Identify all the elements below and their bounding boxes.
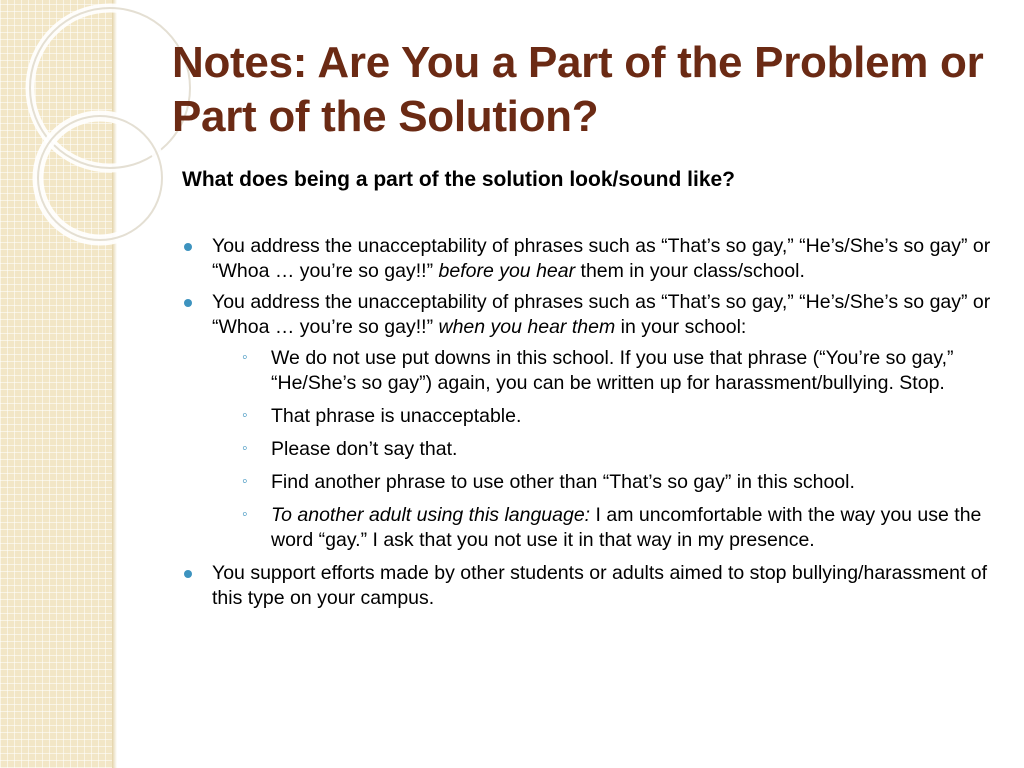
bullet-item-when-you-hear (184, 290, 1004, 553)
bullet-text: them in your class/school. (575, 260, 805, 282)
slide-subtitle: What does being a part of the solution look/sound like? (182, 168, 736, 191)
bullet-list (184, 234, 1004, 617)
sub-bullet-list (212, 346, 1004, 553)
slide-title: Notes: Are You a Part of the Problem or Part of the Solution? (172, 38, 984, 141)
bullet-text: You address the unacceptability of phrases such as “That’s so gay,” “He’s/She’s so gay” or “Whoa … you’re so gay!!” (212, 235, 991, 282)
bullet-text: You address the unacceptability of phrases such as “That’s so gay,” “He’s/She’s so gay” or “Whoa … you’re so gay!!” (212, 291, 991, 338)
sub-bullet-item: ◦ We do not use put downs in this school. If you use that phrase (“You’re so gay,” “He/She’s so gay”) again, you can be written up for harassment/bullying. Stop. (212, 346, 1004, 396)
sub-bullet-item: ◦ Find another phrase to use other than “That’s so gay” in this school. (212, 470, 1004, 495)
decorative-circles (0, 0, 200, 300)
sub-bullet-item: ◦ That phrase is unacceptable. (212, 404, 1004, 429)
bullet-emphasis: when you hear them (438, 316, 616, 338)
bullet-text: in your school: (615, 316, 747, 338)
bullet-item-support-efforts: You support efforts made by other students or adults aimed to stop bullying/harassment of this type on your campus. (184, 561, 1004, 611)
bullet-item-before-you-hear (184, 234, 1004, 284)
bullet-emphasis: before you hear (438, 260, 576, 282)
sub-bullet-text: I am uncomfortable with the way you use the word “gay.” I ask that you not use it in that way in my presence. (271, 504, 982, 551)
sub-bullet-emphasis: To another adult using this language: (271, 504, 591, 526)
sub-bullet-item (212, 503, 1004, 553)
sub-bullet-item: ◦ Please don’t say that. (212, 437, 1004, 462)
